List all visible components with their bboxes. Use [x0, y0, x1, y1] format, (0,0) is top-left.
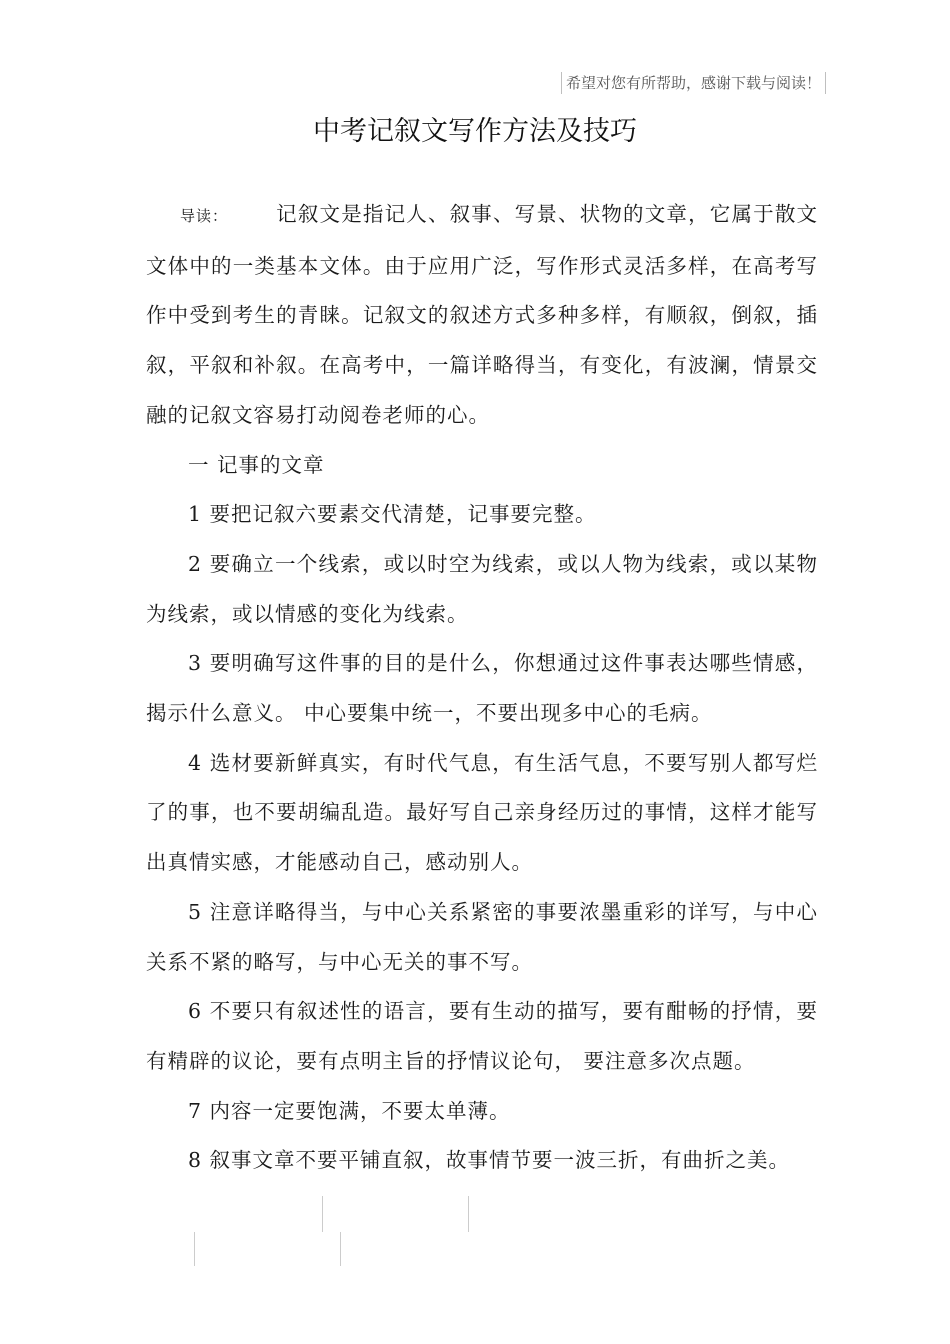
document-body: [146, 190, 818, 1186]
intro-paragraph: [146, 190, 818, 441]
list-item: 4 选材要新鲜真实，有时代气息，有生活气息，不要写别人都写烂了的事，也不要胡编乱造。最好写自己亲身经历过的事情，这样才能写出真情实感，才能感动自己，感动别人。: [146, 750, 818, 875]
footer-divider-mark: [322, 1196, 323, 1232]
footer-divider-mark: [194, 1232, 195, 1266]
intro-label: 导读：: [180, 207, 229, 225]
list-item: 8 叙事文章不要平铺直叙，故事情节要一波三折，有曲折之美。: [188, 1148, 791, 1173]
footer-divider-mark: [468, 1196, 469, 1232]
list-item: 5 注意详略得当，与中心关系紧密的事要浓墨重彩的详写，与中心关系不紧的略写，与中心无关的事不写。: [146, 899, 818, 974]
list-item: 2 要确立一个线索，或以时空为线索，或以人物为线索，或以某物为线索，或以情感的变化为线索。: [146, 551, 818, 626]
list-item: 7 内容一定要饱满，不要太单薄。: [188, 1098, 511, 1123]
document-title: 中考记叙文写作方法及技巧: [313, 116, 637, 147]
list-item: 6 不要只有叙述性的语言，要有生动的描写，要有酣畅的抒情，要有精辟的议论，要有点明主旨的抒情议论句， 要注意多次点题。: [146, 999, 818, 1073]
list-item: 1 要把记叙六要素交代清楚，记事要完整。: [188, 502, 597, 527]
list-item: 3 要明确写这件事的目的是什么，你想通过这件事表达哪些情感，揭示什么意义。 中心要集中统一，不要出现多中心的毛病。: [146, 651, 818, 726]
intro-text: 记叙文是指记人、叙事、写景、状物的文章，它属于散文文体中的一类基本文体。由于应用广泛，写作形式灵活多样，在高考写作中受到考生的青睐。记叙文的叙述方式多种多样，有顺叙，倒叙，插叙，平叙和补叙。在高考中，一篇详略得当，有变化，有波澜，情景交融的记叙文容易打动阅卷老师的心。: [146, 202, 818, 427]
header-note: 希望对您有所帮助，感谢下载与阅读！: [561, 72, 826, 94]
section-heading: 一 记事的文章: [188, 452, 325, 477]
footer-divider-mark: [340, 1232, 341, 1266]
